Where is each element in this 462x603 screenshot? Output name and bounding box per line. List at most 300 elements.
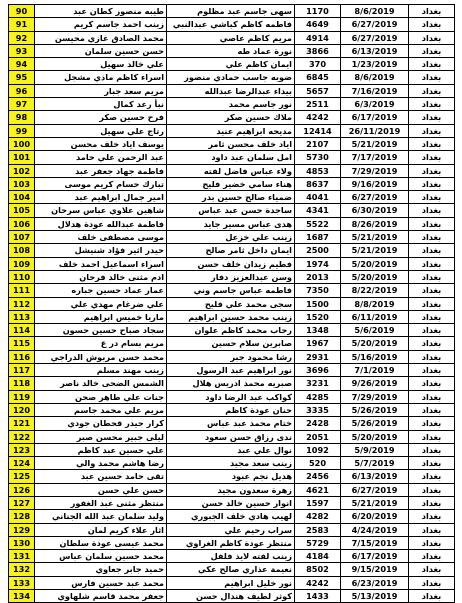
table-row	[9, 403, 455, 416]
second-name-cell: هديل نجم عبود	[167, 470, 295, 483]
person-name-cell: ماريا خميس ابراهيم	[35, 310, 167, 323]
date-cell: 5/26/2019	[341, 403, 409, 416]
table-row	[9, 324, 455, 337]
date-cell: 5/20/2019	[341, 270, 409, 283]
date-cell: 7/29/2019	[341, 390, 409, 403]
date-cell: 9/16/2019	[341, 177, 409, 190]
table-row	[9, 111, 455, 124]
date-cell: 8/22/2019	[341, 284, 409, 297]
city-cell: بغداد	[409, 457, 455, 470]
person-name-cell: مريم سعد جبار	[35, 84, 167, 97]
id-number-cell: 2107	[295, 137, 341, 150]
date-cell: 6/17/2019	[341, 111, 409, 124]
second-name-cell: مديحه ابراهيم عنيد	[167, 124, 295, 137]
person-name-cell: سجاد صباح حسين حسون	[35, 324, 167, 337]
date-cell: 5/21/2019	[341, 137, 409, 150]
city-cell: بغداد	[409, 124, 455, 137]
table-row	[9, 164, 455, 177]
second-name-cell: فاطمه عباس جاسم وني	[167, 284, 295, 297]
row-number: 122	[9, 430, 35, 443]
id-number-cell: 2583	[295, 523, 341, 536]
row-number: 129	[9, 523, 35, 536]
person-name-cell: علي حسين عبد كاظم	[35, 443, 167, 456]
second-name-cell: نورة عماد طه	[167, 44, 295, 57]
id-number-cell: 2428	[295, 417, 341, 430]
city-cell: بغداد	[409, 137, 455, 150]
city-cell: بغداد	[409, 364, 455, 377]
row-number: 99	[9, 124, 35, 137]
person-name-cell: منتظر مثنى عبد الغفور	[35, 496, 167, 509]
id-number-cell: 8502	[295, 563, 341, 576]
person-name-cell: حسن علي حسن	[35, 483, 167, 496]
person-name-cell: زينب مهند مسلم	[35, 364, 167, 377]
table-row	[9, 590, 455, 603]
person-name-cell: اسراء كاظم ماذي مشجل	[35, 71, 167, 84]
date-cell: 5/26/2019	[341, 417, 409, 430]
table-row	[9, 297, 455, 310]
second-name-cell: كواكب عبد الرضا داود	[167, 390, 295, 403]
id-number-cell: 2931	[295, 350, 341, 363]
date-cell: 6/27/2019	[341, 18, 409, 31]
table-row	[9, 510, 455, 523]
person-name-cell: محمد عيسى عودة سلطان	[35, 536, 167, 549]
person-name-cell: فاطمة عبدالله عودة هدلال	[35, 217, 167, 230]
table-row	[9, 244, 455, 257]
table-row	[9, 44, 455, 57]
second-name-cell: ندى رزاق حسن سعود	[167, 430, 295, 443]
city-cell: بغداد	[409, 18, 455, 31]
row-number: 103	[9, 177, 35, 190]
row-number: 112	[9, 297, 35, 310]
person-name-cell: امير جمال ابراهيم عبد	[35, 191, 167, 204]
city-cell: بغداد	[409, 377, 455, 390]
city-cell: بغداد	[409, 297, 455, 310]
date-cell: 7/17/2019	[341, 151, 409, 164]
id-number-cell: 4041	[295, 191, 341, 204]
row-number: 96	[9, 84, 35, 97]
second-name-cell: هناء سامي خضير فليح	[167, 177, 295, 190]
person-name-cell: عبد الرحمن علي حامد	[35, 151, 167, 164]
id-number-cell: 4914	[295, 31, 341, 44]
second-name-cell: هدى عباس مسير جايد	[167, 217, 295, 230]
second-name-cell: زينب محمد حسين ابراهيم	[167, 310, 295, 323]
city-cell: بغداد	[409, 470, 455, 483]
city-cell: بغداد	[409, 550, 455, 563]
city-cell: بغداد	[409, 244, 455, 257]
id-number-cell: 5657	[295, 84, 341, 97]
table-row	[9, 457, 455, 470]
second-name-cell: نعيمة عذاري صالح عكي	[167, 563, 295, 576]
row-number: 118	[9, 377, 35, 390]
row-number: 126	[9, 483, 35, 496]
second-name-cell: نور ابراهيم عبد الرسول	[167, 364, 295, 377]
person-name-cell: جنات علي طاهر صحن	[35, 390, 167, 403]
date-cell: 5/6/2019	[341, 324, 409, 337]
table-row	[9, 390, 455, 403]
table-row	[9, 496, 455, 509]
date-cell: 5/21/2019	[341, 231, 409, 244]
date-cell: 8/8/2019	[341, 297, 409, 310]
table-row	[9, 98, 455, 111]
id-number-cell: 2013	[295, 270, 341, 283]
id-number-cell: 12414	[295, 124, 341, 137]
city-cell: بغداد	[409, 417, 455, 430]
row-number: 113	[9, 310, 35, 323]
id-number-cell: 2500	[295, 244, 341, 257]
second-name-cell: ختام محمد عبد عباس	[167, 417, 295, 430]
row-number: 93	[9, 44, 35, 57]
id-number-cell: 1974	[295, 257, 341, 270]
person-name-cell: جعفر محمد قاسم شلهاوي	[35, 590, 167, 603]
second-name-cell: حنان عودة كاظم	[167, 403, 295, 416]
person-name-cell: حيدر اثير فؤاد شنيشل	[35, 244, 167, 257]
date-cell: 26/11/2019	[341, 124, 409, 137]
id-number-cell: 520	[295, 457, 341, 470]
row-number: 109	[9, 257, 35, 270]
id-number-cell: 4184	[295, 550, 341, 563]
date-cell: 5/20/2019	[341, 430, 409, 443]
person-name-cell: ليلى جبير محسن صبر	[35, 430, 167, 443]
row-number: 114	[9, 324, 35, 337]
id-number-cell: 4341	[295, 204, 341, 217]
second-name-cell: صابرين سلام حسين	[167, 337, 295, 350]
row-number: 100	[9, 137, 35, 150]
table-row	[9, 18, 455, 31]
row-number: 90	[9, 5, 35, 18]
table-row	[9, 483, 455, 496]
table-row	[9, 337, 455, 350]
city-cell: بغداد	[409, 483, 455, 496]
date-cell: 6/23/2019	[341, 576, 409, 589]
city-cell: بغداد	[409, 98, 455, 111]
second-name-cell: رشا محمود جبر	[167, 350, 295, 363]
table-row	[9, 151, 455, 164]
second-name-cell: اياد خلف محسن ثامر	[167, 137, 295, 150]
table-row	[9, 217, 455, 230]
row-number: 132	[9, 563, 35, 576]
table-row	[9, 270, 455, 283]
city-cell: بغداد	[409, 231, 455, 244]
row-number: 121	[9, 417, 35, 430]
row-number: 92	[9, 31, 35, 44]
table-row	[9, 350, 455, 363]
date-cell: 6/20/2019	[341, 510, 409, 523]
person-name-cell: موسى مصطفى خلف	[35, 231, 167, 244]
table-row	[9, 84, 455, 97]
date-cell: 6/30/2019	[341, 204, 409, 217]
table-row	[9, 310, 455, 323]
date-cell: 4/24/2019	[341, 523, 409, 536]
person-name-cell: عمار عماد حسين جباره	[35, 284, 167, 297]
person-name-cell: محمد حسين سلمان عباس	[35, 550, 167, 563]
table-row	[9, 470, 455, 483]
second-name-cell: سجى محمد علي فليح	[167, 297, 295, 310]
city-cell: بغداد	[409, 177, 455, 190]
id-number-cell: 2511	[295, 98, 341, 111]
city-cell: بغداد	[409, 310, 455, 323]
person-name-cell: يوسف اياد خلف محسن	[35, 137, 167, 150]
id-number-cell: 4242	[295, 111, 341, 124]
city-cell: بغداد	[409, 523, 455, 536]
id-number-cell: 4853	[295, 164, 341, 177]
date-cell: 6/17/2019	[341, 550, 409, 563]
second-name-cell: ملاك حسين صكر	[167, 111, 295, 124]
id-number-cell: 8637	[295, 177, 341, 190]
date-cell: 6/3/2019	[341, 98, 409, 111]
second-name-cell: سهى جاسم عبد مظلوم	[167, 5, 295, 18]
row-number: 106	[9, 217, 35, 230]
second-name-cell: رحاب محمد كاظم علوان	[167, 324, 295, 337]
person-name-cell: محمد عبد حسين فارس	[35, 576, 167, 589]
row-number: 98	[9, 111, 35, 124]
row-number: 134	[9, 590, 35, 603]
second-name-cell: ساجدة حسن عبد عباس	[167, 204, 295, 217]
table-row	[9, 417, 455, 430]
id-number-cell: 7350	[295, 284, 341, 297]
person-name-cell: محمد الصادق غازي محيسن	[35, 31, 167, 44]
city-cell: بغداد	[409, 536, 455, 549]
person-name-cell: حميد جابر جعاوي	[35, 563, 167, 576]
date-cell: 8/6/2019	[341, 5, 409, 18]
row-number: 130	[9, 536, 35, 549]
city-cell: بغداد	[409, 191, 455, 204]
city-cell: بغداد	[409, 111, 455, 124]
second-name-cell: مريم كاظم عاصي	[167, 31, 295, 44]
person-name-cell: اثار علاء كريم لمان	[35, 523, 167, 536]
city-cell: بغداد	[409, 44, 455, 57]
row-number: 94	[9, 58, 35, 71]
table-row	[9, 443, 455, 456]
date-cell: 5/9/2019	[341, 443, 409, 456]
id-number-cell: 4285	[295, 390, 341, 403]
second-name-cell: نور جاسم محمد	[167, 98, 295, 111]
city-cell: بغداد	[409, 430, 455, 443]
date-cell: 8/6/2019	[341, 71, 409, 84]
table-row	[9, 284, 455, 297]
date-cell: 6/27/2019	[341, 31, 409, 44]
row-number: 119	[9, 390, 35, 403]
person-name-cell: محمد حسن مربوش الدراجي	[35, 350, 167, 363]
date-cell: 7/29/2019	[341, 164, 409, 177]
date-cell: 5/21/2019	[341, 496, 409, 509]
city-cell: بغداد	[409, 390, 455, 403]
city-cell: بغداد	[409, 284, 455, 297]
person-name-cell: رضا هاشم محمد والي	[35, 457, 167, 470]
person-name-cell: طيبه منصور كطان عبد	[35, 5, 167, 18]
city-cell: بغداد	[409, 58, 455, 71]
row-number: 108	[9, 244, 35, 257]
person-name-cell: زينب احمد جاسم كريم	[35, 18, 167, 31]
city-cell: بغداد	[409, 576, 455, 589]
second-name-cell: فاطمه كاظم كباشي عبدالنبي	[167, 18, 295, 31]
id-number-cell: 6845	[295, 71, 341, 84]
person-name-cell: علي خالد سهيل	[35, 58, 167, 71]
table-row	[9, 550, 455, 563]
table-row	[9, 377, 455, 390]
row-number: 111	[9, 284, 35, 297]
table-row	[9, 231, 455, 244]
second-name-cell: نوال علي عبد	[167, 443, 295, 456]
id-number-cell: 4621	[295, 483, 341, 496]
id-number-cell: 5522	[295, 217, 341, 230]
city-cell: بغداد	[409, 443, 455, 456]
person-name-cell: مريم علي محمد جاسم	[35, 403, 167, 416]
date-cell: 5/20/2019	[341, 337, 409, 350]
second-name-cell: زينب سعد مجيد	[167, 457, 295, 470]
records-table	[8, 4, 455, 603]
date-cell: 5/7/2019	[341, 457, 409, 470]
second-name-cell: ضويه جاسب حمادي منصور	[167, 71, 295, 84]
city-cell: بغداد	[409, 324, 455, 337]
table-row	[9, 191, 455, 204]
date-cell: 6/27/2019	[341, 191, 409, 204]
row-number: 116	[9, 350, 35, 363]
city-cell: بغداد	[409, 590, 455, 603]
person-name-cell: مريم بسام در ع	[35, 337, 167, 350]
person-name-cell: رتاج علي سهيل	[35, 124, 167, 137]
row-number: 91	[9, 18, 35, 31]
second-name-cell: زينب لفته لايذ فلفل	[167, 550, 295, 563]
row-number: 133	[9, 576, 35, 589]
date-cell: 5/21/2019	[341, 244, 409, 257]
table-row	[9, 58, 455, 71]
person-name-cell: علي ضرغام مهدي علي	[35, 297, 167, 310]
city-cell: بغداد	[409, 164, 455, 177]
second-name-cell: زينب علي خزعل	[167, 231, 295, 244]
table-row	[9, 523, 455, 536]
city-cell: بغداد	[409, 496, 455, 509]
date-cell: 9/15/2019	[341, 563, 409, 576]
table-row	[9, 430, 455, 443]
document-sheet	[8, 4, 454, 603]
table-row	[9, 204, 455, 217]
row-number: 131	[9, 550, 35, 563]
date-cell: 6/27/2019	[341, 483, 409, 496]
row-number: 105	[9, 204, 35, 217]
id-number-cell: 4282	[295, 510, 341, 523]
id-number-cell: 5730	[295, 151, 341, 164]
second-name-cell: نور خليل ابراهيم	[167, 576, 295, 589]
date-cell: 6/11/2019	[341, 310, 409, 323]
id-number-cell: 1597	[295, 496, 341, 509]
second-name-cell: منتظر عودة كاظم الغراوي	[167, 536, 295, 549]
table-row	[9, 364, 455, 377]
person-name-cell: شاهين علاوي عباس سرحان	[35, 204, 167, 217]
second-name-cell: صبريه محمد ادريس هلال	[167, 377, 295, 390]
row-number: 127	[9, 496, 35, 509]
city-cell: بغداد	[409, 350, 455, 363]
id-number-cell: 1687	[295, 231, 341, 244]
date-cell: 8/26/2019	[341, 217, 409, 230]
person-name-cell: فرح حسين صكر	[35, 111, 167, 124]
row-number: 101	[9, 151, 35, 164]
table-row	[9, 177, 455, 190]
person-name-cell: فاطمة جهاد جعفر عبد	[35, 164, 167, 177]
date-cell: 5/13/2019	[341, 590, 409, 603]
second-name-cell: سراب رحيم علي	[167, 523, 295, 536]
second-name-cell: ايمان داخل ثامر صالح	[167, 244, 295, 257]
table-row	[9, 563, 455, 576]
table-row	[9, 71, 455, 84]
second-name-cell: لهيب هادي خلف الجبوري	[167, 510, 295, 523]
second-name-cell: بيداء عبدالرضا عبدالله	[167, 84, 295, 97]
table-row	[9, 257, 455, 270]
row-number: 102	[9, 164, 35, 177]
person-name-cell: حسن حسين سلمان	[35, 44, 167, 57]
row-number: 125	[9, 470, 35, 483]
second-name-cell: كوثر لطيف هندال حسن	[167, 590, 295, 603]
id-number-cell: 1092	[295, 443, 341, 456]
id-number-cell: 3866	[295, 44, 341, 57]
city-cell: بغداد	[409, 270, 455, 283]
date-cell: 5/16/2019	[341, 350, 409, 363]
date-cell: 9/26/2019	[341, 377, 409, 390]
city-cell: بغداد	[409, 84, 455, 97]
second-name-cell: ولاء عباس فاضل لفته	[167, 164, 295, 177]
row-number: 104	[9, 191, 35, 204]
row-number: 97	[9, 98, 35, 111]
table-row	[9, 31, 455, 44]
date-cell: 6/13/2019	[341, 470, 409, 483]
person-name-cell: ادم مثنى خالد فرحان	[35, 270, 167, 283]
second-name-cell: فطيم زيدان خلف حسن	[167, 257, 295, 270]
row-number: 124	[9, 457, 35, 470]
second-name-cell: امل سلمان عبد داود	[167, 151, 295, 164]
id-number-cell: 2051	[295, 430, 341, 443]
id-number-cell: 3696	[295, 364, 341, 377]
row-number: 95	[9, 71, 35, 84]
row-number: 107	[9, 231, 35, 244]
row-number: 110	[9, 270, 35, 283]
id-number-cell: 1348	[295, 324, 341, 337]
row-number: 123	[9, 443, 35, 456]
second-name-cell: ايمان كاظم علي	[167, 58, 295, 71]
row-number: 128	[9, 510, 35, 523]
id-number-cell: 4242	[295, 576, 341, 589]
row-number: 117	[9, 364, 35, 377]
table-row	[9, 5, 455, 18]
id-number-cell: 4649	[295, 18, 341, 31]
id-number-cell: 370	[295, 58, 341, 71]
table-row	[9, 124, 455, 137]
id-number-cell: 1967	[295, 337, 341, 350]
id-number-cell: 5729	[295, 536, 341, 549]
row-number: 120	[9, 403, 35, 416]
id-number-cell: 1520	[295, 310, 341, 323]
city-cell: بغداد	[409, 510, 455, 523]
city-cell: بغداد	[409, 403, 455, 416]
second-name-cell: وسن عبدالعزيز دفار	[167, 270, 295, 283]
date-cell: 6/13/2019	[341, 44, 409, 57]
id-number-cell: 1170	[295, 5, 341, 18]
person-name-cell: تبارك حسام كريم موسى	[35, 177, 167, 190]
date-cell: 5/20/2019	[341, 257, 409, 270]
person-name-cell: اسراء اسماعيل احمد خلف	[35, 257, 167, 270]
id-number-cell: 3335	[295, 403, 341, 416]
person-name-cell: وليد سلمان عبد الله الجناني	[35, 510, 167, 523]
city-cell: بغداد	[409, 563, 455, 576]
date-cell: 7/16/2019	[341, 84, 409, 97]
table-row	[9, 576, 455, 589]
id-number-cell: 2456	[295, 470, 341, 483]
city-cell: بغداد	[409, 217, 455, 230]
date-cell: 1/23/2019	[341, 58, 409, 71]
second-name-cell: ضمياء صالح حسين بدر	[167, 191, 295, 204]
id-number-cell: 1500	[295, 297, 341, 310]
city-cell: بغداد	[409, 257, 455, 270]
city-cell: بغداد	[409, 31, 455, 44]
person-name-cell: الشمس الضحى خالد ناصر	[35, 377, 167, 390]
